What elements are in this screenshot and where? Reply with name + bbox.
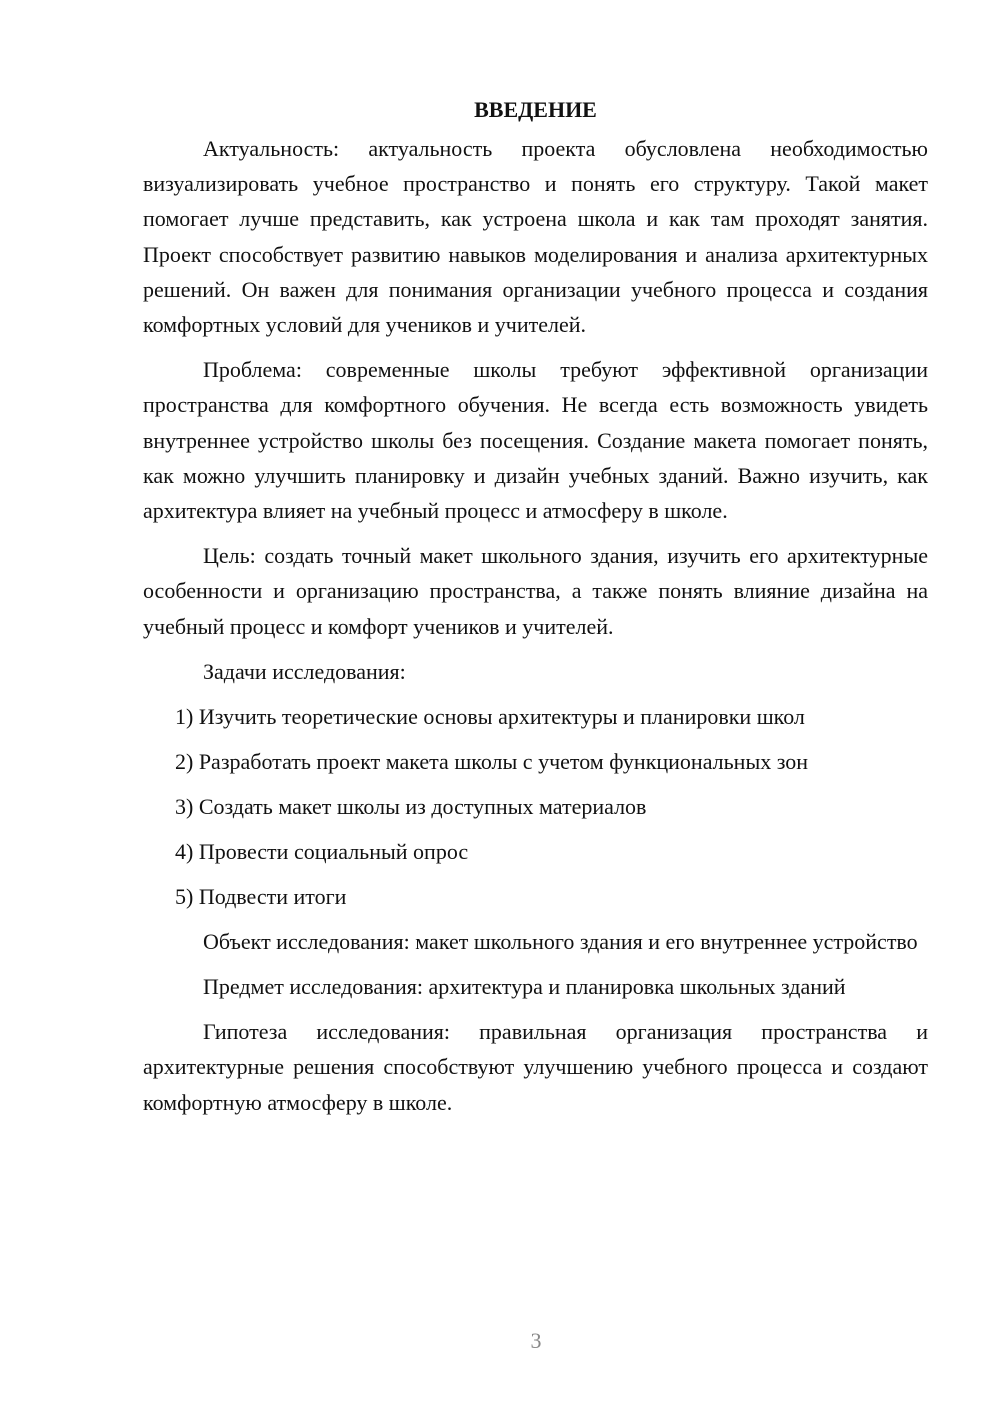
task-item-4: 4) Провести социальный опрос: [175, 838, 469, 864]
task-list: [143, 699, 928, 914]
page-title: ВВЕДЕНИЕ: [474, 97, 597, 122]
task-item-5: 5) Подвести итоги: [175, 883, 347, 909]
paragraph-goal: Цель: создать точный макет школьного здания, изучить его архитектурные особенности и организацию пространства, а также понять влияние дизайна на учебный процесс и комфорт учеников и учителей.: [143, 543, 928, 639]
paragraph-object: Объект исследования: макет школьного здания и его внутреннее устройство: [203, 928, 918, 954]
paragraph-hypothesis: Гипотеза исследования: правильная организация пространства и архитектурные решения способствуют улучшению учебного процесса и создают комфортную атмосферу в школе.: [143, 1019, 928, 1115]
tasks-heading: Задачи исследования:: [203, 658, 406, 684]
task-item-2: 2) Разработать проект макета школы с учетом функциональных зон: [175, 748, 809, 774]
paragraph-problem: Проблема: современные школы требуют эффективной организации пространства для комфортного обучения. Не всегда есть возможность увидеть внутреннее устройство школы без посещения. Создание макета помогает понять, как можно улучшить планировку и дизайн учебных зданий. Важно изучить, как архитектура влияет на учебный процесс и атмосферу в школе.: [143, 357, 928, 524]
page-number: 3: [530, 1328, 542, 1353]
task-item-3: 3) Создать макет школы из доступных материалов: [175, 793, 647, 819]
paragraph-relevance: Актуальность: актуальность проекта обусловлена необходимостью визуализировать учебное пространство и понять его структуру. Такой макет помогает лучше представить, как устроена школа и как там проходят занятия. Проект способствует развитию навыков моделирования и анализа архитектурных решений. Он важен для понимания организации учебного процесса и создания комфортных условий для учеников и учителей.: [143, 136, 928, 338]
task-item-1: 1) Изучить теоретические основы архитектуры и планировки школ: [175, 703, 805, 729]
paragraph-subject: Предмет исследования: архитектура и планировка школьных зданий: [203, 974, 846, 1000]
document-page: [143, 92, 928, 1130]
